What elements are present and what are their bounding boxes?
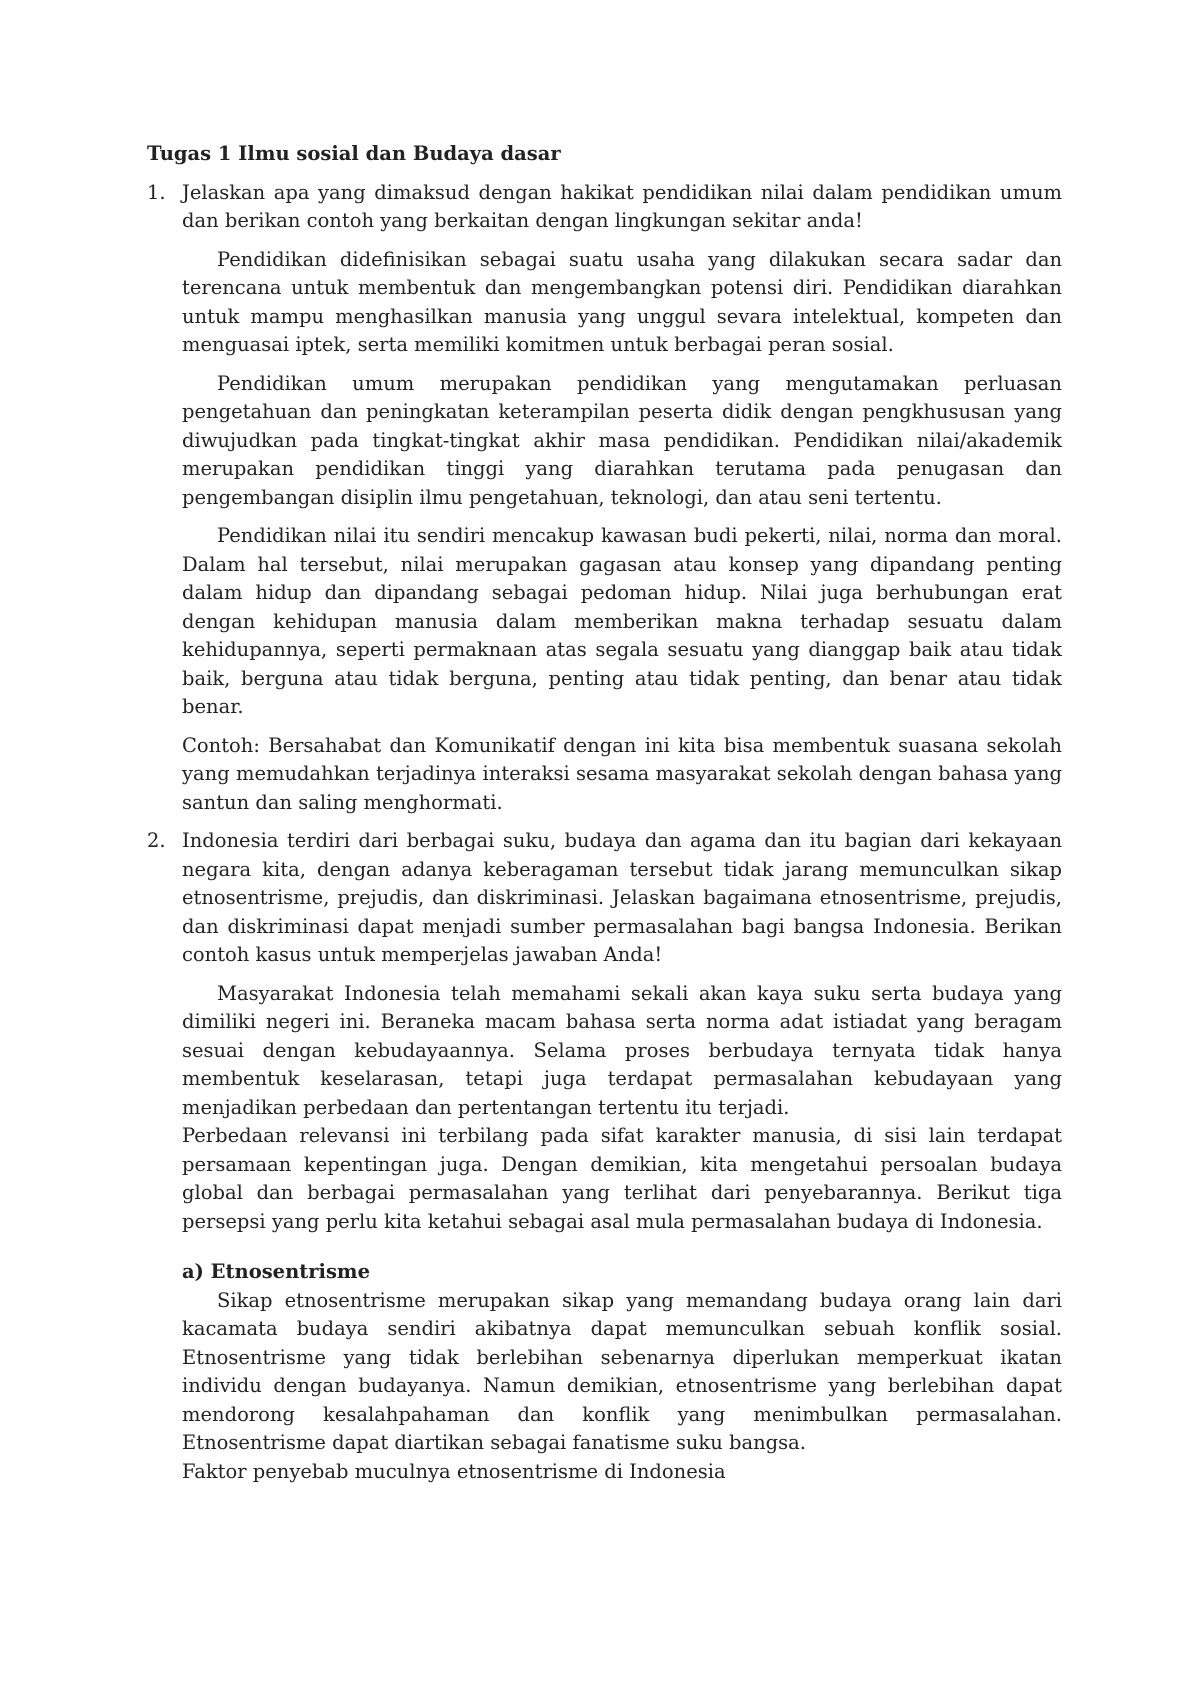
document-page bbox=[147, 140, 1062, 1496]
question-number: 1. bbox=[147, 180, 166, 204]
question-text: Indonesia terdiri dari berbagai suku, budaya dan agama dan itu bagian dari kekayaan negara kita, dengan adanya keberagaman tersebut tidak jarang memunculkan sikap etnosentrisme, prejudis, dan diskriminasi. Jelaskan bagaimana etnosentrisme, prejudis, dan diskriminasi dapat menjadi sumber permasalahan bagi bangsa Indonesia. Berikan contoh kasus untuk memperjelas jawaban Anda! bbox=[182, 829, 1062, 966]
question-1 bbox=[147, 179, 1062, 818]
answer-paragraph: Pendidikan umum merupakan pendidikan yang mengutamakan perluasan pengetahuan dan peningkatan keterampilan peserta didik dengan pengkhususan yang diwujudkan pada tingkat-tingkat akhir masa pendidikan. Pendidikan nilai/akademik merupakan pendidikan tinggi yang diarahkan terutama pada penugasan dan pengembangan disiplin ilmu pengetahuan, teknologi, dan atau seni tertentu. bbox=[182, 371, 1062, 509]
answer-paragraph: Masyarakat Indonesia telah memahami sekali akan kaya suku serta budaya yang dimiliki negeri ini. Beraneka macam bahasa serta norma adat istiadat yang beragam sesuai dengan kebudayaannya. Selama proses berbudaya ternyata tidak hanya membentuk keselarasan, tetapi juga terdapat permasalahan kebudayaan yang menjadikan perbedaan dan pertentangan tertentu itu terjadi. bbox=[182, 981, 1062, 1119]
answer-paragraph: Perbedaan relevansi ini terbilang pada sifat karakter manusia, di sisi lain terdapat persamaan kepentingan juga. Dengan demikian, kita mengetahui persoalan budaya global dan berbagai permasalahan yang terlihat dari penyebarannya. Berikut tiga persepsi yang perlu kita ketahui sebagai asal mula permasalahan budaya di Indonesia. bbox=[182, 1124, 1062, 1233]
answer-paragraph: Pendidikan didefinisikan sebagai suatu usaha yang dilakukan secara sadar dan terencana untuk membentuk dan mengembangkan potensi diri. Pendidikan diarahkan untuk mampu menghasilkan manusia yang unggul sevara intelektual, kompeten dan menguasai iptek, serta memiliki komitmen untuk berbagai peran sosial. bbox=[182, 247, 1062, 356]
document-title: Tugas 1 Ilmu sosial dan Budaya dasar bbox=[147, 142, 561, 165]
subsection-paragraph: Sikap etnosentrisme merupakan sikap yang memandang budaya orang lain dari kacamata budaya sendiri akibatnya dapat memunculkan sebuah konflik sosial. Etnosentrisme yang tidak berlebihan sebenarnya diperlukan memperkuat ikatan individu dengan budayanya. Namun demikian, etnosentrisme yang berlebihan dapat mendorong kesalahpahaman dan konflik yang menimbulkan permasalahan. Etnosentrisme dapat diartikan sebagai fanatisme suku bangsa. bbox=[182, 1288, 1062, 1454]
question-number: 2. bbox=[147, 829, 166, 852]
subsection-heading: a) Etnosentrisme bbox=[182, 1260, 370, 1283]
subsection-last-line: Faktor penyebab muculnya etnosentrisme di Indonesia bbox=[182, 1459, 726, 1483]
answer-paragraph: Pendidikan nilai itu sendiri mencakup kawasan budi pekerti, nilai, norma dan moral. Dalam hal tersebut, nilai merupakan gagasan atau konsep yang dipandang penting dalam hidup dan dipandang sebagai pedoman hidup. Nilai juga berhubungan erat dengan kehidupan manusia dalam memberikan makna terhadap sesuatu dalam kehidupannya, seperti permaknaan atas segala sesuatu yang dianggap baik atau tidak baik, berguna atau tidak berguna, penting atau tidak penting, dan benar atau tidak benar. bbox=[182, 524, 1062, 718]
question-text: Jelaskan apa yang dimaksud dengan hakikat pendidikan nilai dalam pendidikan umum dan berikan contoh yang berkaitan dengan lingkungan sekitar anda! bbox=[182, 180, 1062, 232]
question-2 bbox=[147, 827, 1062, 1486]
answer-example: Contoh: Bersahabat dan Komunikatif dengan ini kita bisa membentuk suasana sekolah yang memudahkan terjadinya interaksi sesama masyarakat sekolah dengan bahasa yang santun dan saling menghormati. bbox=[182, 733, 1062, 814]
